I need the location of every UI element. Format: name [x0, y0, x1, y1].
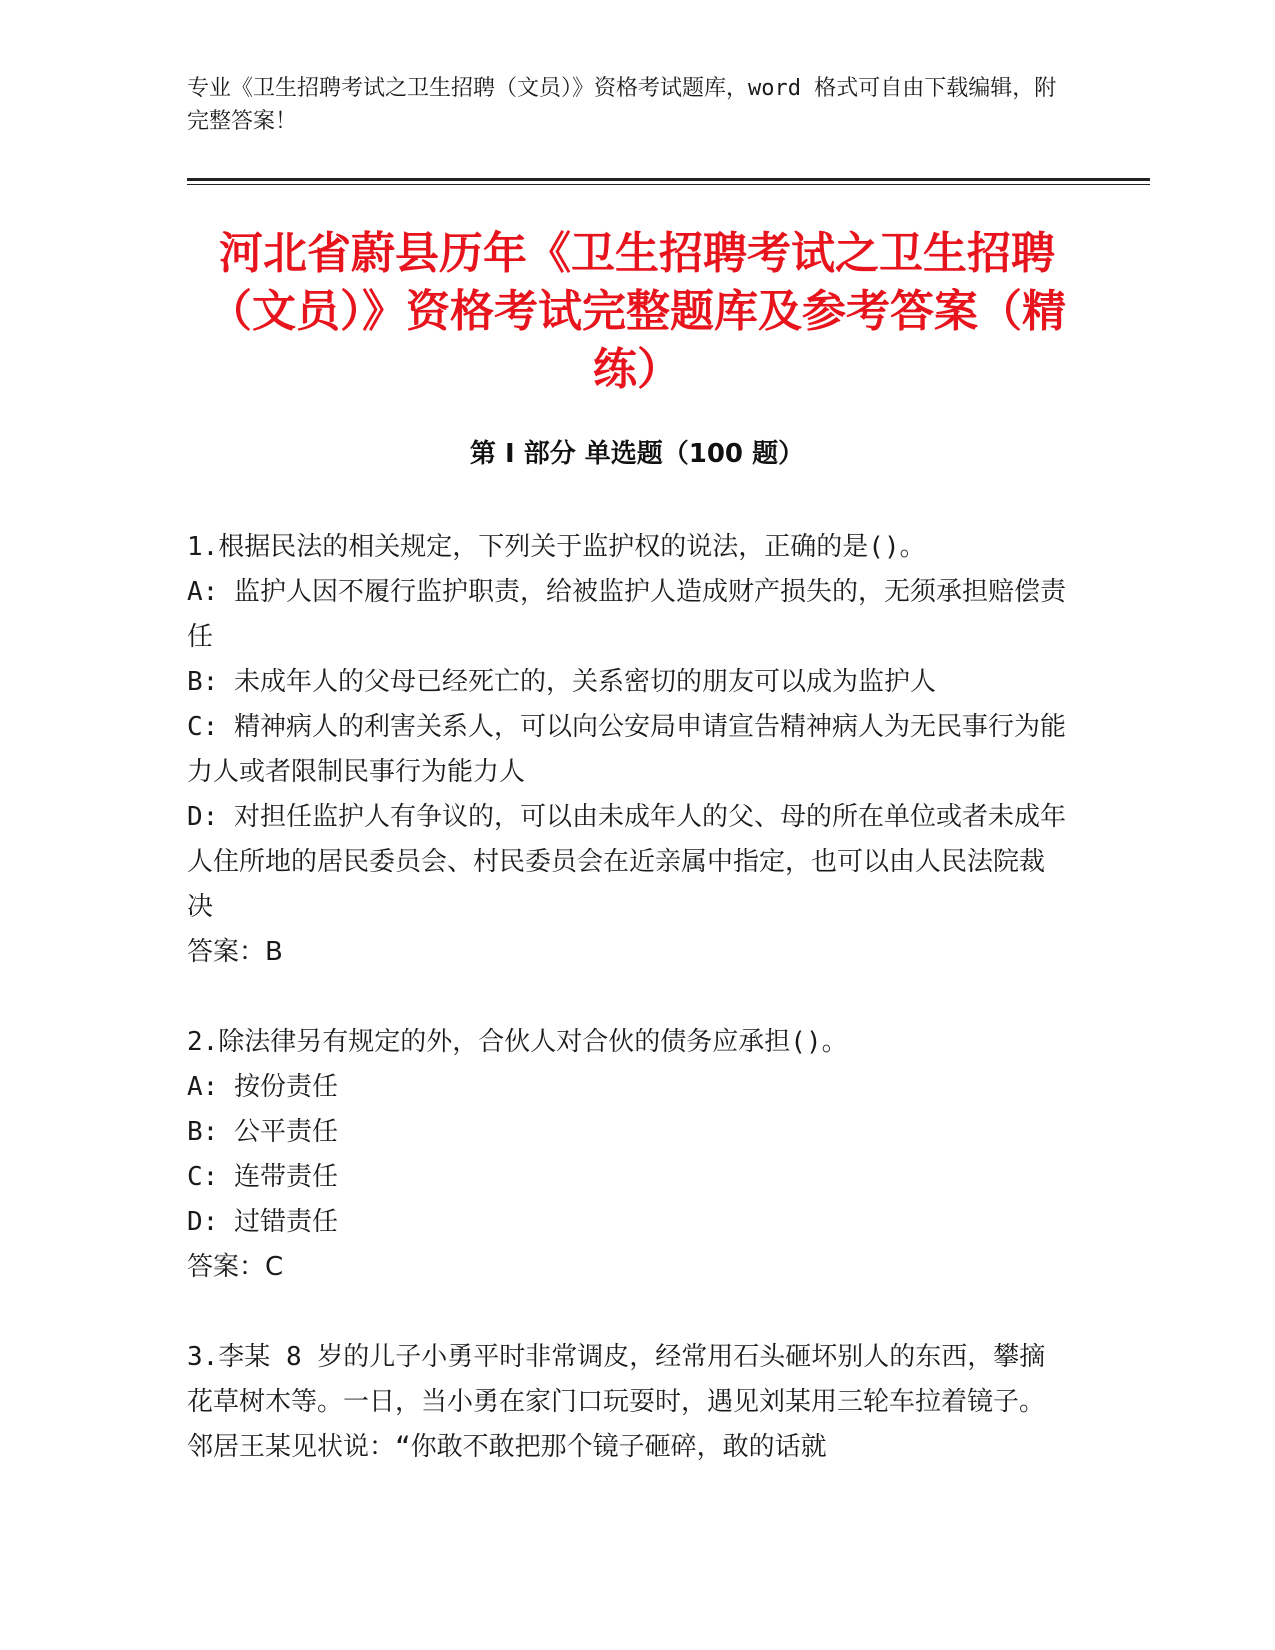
option-a: A: 按份责任: [187, 1072, 338, 1102]
section-title: 第 I 部分 单选题（100 题）: [469, 439, 805, 469]
question-stem: 2.除法律另有规定的外，合伙人对合伙的债务应承担()。: [187, 1027, 848, 1057]
option-d: D: 对担任监护人有争议的，可以由未成年人的父、母的所在单位或者未成年人住所地的居民委员会、村民委员会在近亲属中指定，也可以由人民法院裁决: [187, 802, 1066, 922]
option-c: C: 连带责任: [187, 1162, 338, 1192]
header-divider-thin: [187, 184, 1150, 185]
question-1: [187, 525, 1067, 975]
header-divider: [187, 178, 1150, 181]
question-stem: 3.李某 8 岁的儿子小勇平时非常调皮，经常用石头砸坏别人的东西，攀摘花草树木等。一日，当小勇在家门口玩耍时，遇见刘某用三轮车拉着镜子。邻居王某见状说：“你敢不敢把那个镜子砸碎，敢的话就: [187, 1342, 1046, 1462]
option-a: A: 监护人因不履行监护职责，给被监护人造成财产损失的，无须承担赔偿责任: [187, 577, 1066, 652]
question-2: [187, 1020, 1067, 1290]
question-3: [187, 1335, 1067, 1470]
answer-label: 答案：C: [187, 1252, 284, 1282]
document-title: 河北省蔚县历年《卫生招聘考试之卫生招聘（文员）》资格考试完整题库及参考答案（精练）: [208, 228, 1066, 395]
header-note: 专业《卫生招聘考试之卫生招聘（文员）》资格考试题库，word 格式可自由下载编辑，附完整答案！: [187, 76, 1057, 134]
option-c: C: 精神病人的利害关系人，可以向公安局申请宣告精神病人为无民事行为能力人或者限制民事行为能力人: [187, 712, 1066, 787]
answer-label: 答案：B: [187, 937, 283, 967]
question-list: [187, 525, 1067, 1515]
option-b: B: 未成年人的父母已经死亡的，关系密切的朋友可以成为监护人: [187, 667, 936, 697]
option-d: D: 过错责任: [187, 1207, 338, 1237]
option-b: B: 公平责任: [187, 1117, 338, 1147]
question-stem: 1.根据民法的相关规定，下列关于监护权的说法，正确的是()。: [187, 532, 926, 562]
